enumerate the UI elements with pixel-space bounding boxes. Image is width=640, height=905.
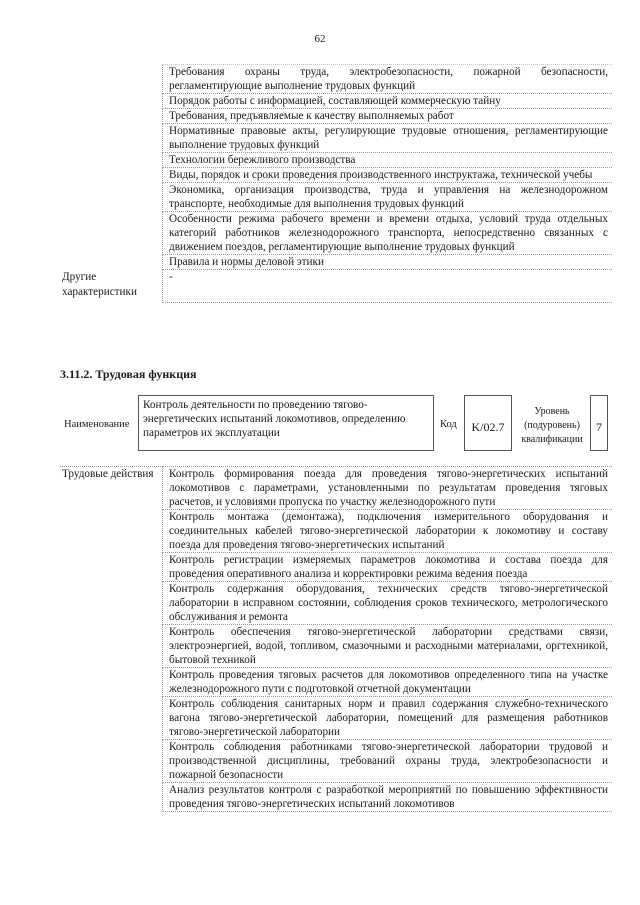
knowledge-item: Экономика, организация производства, труда и управления на железнодорожном транспорте, необходимые для выполнения трудовых функций xyxy=(163,183,613,212)
row-label-empty xyxy=(60,153,163,168)
table-row xyxy=(60,124,612,153)
labor-actions-label: Трудовые действия xyxy=(60,467,163,812)
table-row xyxy=(60,183,612,212)
row-label-empty xyxy=(60,124,163,153)
labor-action-item: Контроль содержания оборудования, технических средств тягово-энергетической лаборатории в исправном состоянии, соблюдения сроков технического, метрологического обслуживания и ремонта xyxy=(163,582,613,625)
table-row xyxy=(60,168,612,183)
row-label-empty xyxy=(60,212,163,255)
knowledge-item: Требования, предъявляемые к качеству выполняемых работ xyxy=(163,109,613,124)
labor-action-item: Контроль формирования поезда для проведения тягово-энергетических испытаний локомотивов с параметрами, установленными по результатам проведения тяговых расчетов, и условиями пропуска по участку железнодорожного пути xyxy=(163,467,613,510)
row-label-empty xyxy=(60,168,163,183)
table-row xyxy=(60,153,612,168)
table-row xyxy=(60,270,612,303)
knowledge-item: Особенности режима рабочего времени и времени отдыха, условий труда отдельных категорий работников железнодорожного транспорта, непосредственно связанных с движением поездов, регламентирующие выполнение трудовых функций xyxy=(163,212,613,255)
row-label-empty xyxy=(60,94,163,109)
labor-action-item: Контроль обеспечения тягово-энергетической лаборатории средствами связи, электроэнергией, водой, топливом, смазочными и расходными материалами, оргтехникой, бытовой техникой xyxy=(163,625,613,668)
row-label-empty xyxy=(60,109,163,124)
labor-action-item: Анализ результатов контроля с разработкой мероприятий по повышению эффективности проведения тягово-энергетических испытаний локомотивов xyxy=(163,783,613,812)
labor-action-item: Контроль регистрации измеряемых параметров локомотива и состава поезда для проведения оперативного анализа и корректировки режима ведения поезда xyxy=(163,553,613,582)
section-heading: 3.11.2. Трудовая функция xyxy=(60,367,197,381)
name-label: Наименование xyxy=(64,419,130,430)
function-name-box: Контроль деятельности по проведению тягово-энергетических испытаний локомотивов, определению параметров их эксплуатации xyxy=(138,395,434,451)
table-row xyxy=(60,255,612,270)
row-label-empty xyxy=(60,255,163,270)
row-label-empty xyxy=(60,65,163,94)
labor-action-item: Контроль проведения тяговых расчетов для локомотивов определенного типа на участке железнодорожного пути с подготовкой отчетной документации xyxy=(163,668,613,697)
table-row xyxy=(60,65,612,94)
labor-actions-table xyxy=(60,466,612,812)
other-characteristics-value: - xyxy=(163,270,613,303)
knowledge-item: Требования охраны труда, электробезопасности, пожарной безопасности, регламентирующие выполнение трудовых функций xyxy=(163,65,613,94)
table-row xyxy=(60,94,612,109)
function-code-box: K/02.7 xyxy=(464,395,512,451)
labor-action-item: Контроль соблюдения работниками тягово-энергетической лаборатории трудовой и производственной дисциплины, требований охраны труда, электробезопасности и пожарной безопасности xyxy=(163,740,613,783)
table-row xyxy=(60,467,612,510)
page-number: 62 xyxy=(314,33,326,45)
knowledge-item: Правила и нормы деловой этики xyxy=(163,255,613,270)
knowledge-item: Технологии бережливого производства xyxy=(163,153,613,168)
labor-action-item: Контроль соблюдения санитарных норм и правил содержания служебно-технического вагона тягово-энергетической лаборатории, помещений для размещения работников тягово-энергетической лаборатории xyxy=(163,697,613,740)
table-row xyxy=(60,109,612,124)
qualification-level-box: 7 xyxy=(590,395,608,451)
row-label-empty xyxy=(60,183,163,212)
knowledge-item: Порядок работы с информацией, составляющей коммерческую тайну xyxy=(163,94,613,109)
knowledge-item: Виды, порядок и сроки проведения производственного инструктажа, технической учебы xyxy=(163,168,613,183)
labor-action-item: Контроль монтажа (демонтажа), подключения измерительного оборудования и соединительных кабелей тягово-энергетической лаборатории к локомотиву и составу поезда для проведения тягово-энергетических испытаний xyxy=(163,510,613,553)
knowledge-table xyxy=(60,64,612,303)
table-row xyxy=(60,212,612,255)
code-label: Код xyxy=(440,419,457,430)
other-characteristics-label: Другие характеристики xyxy=(62,270,137,298)
function-header xyxy=(60,393,612,457)
level-label: Уровень (подуровень) квалификации xyxy=(521,406,583,445)
knowledge-item: Нормативные правовые акты, регулирующие трудовые отношения, регламентирующие выполнение трудовых функций xyxy=(163,124,613,153)
